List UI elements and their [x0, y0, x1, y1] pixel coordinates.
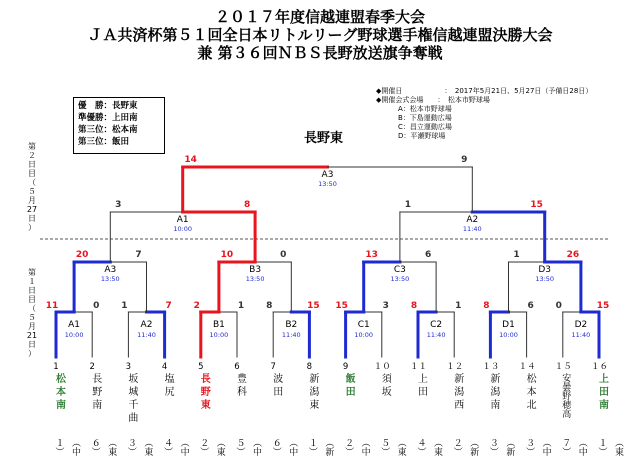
score-label: 2 — [193, 301, 200, 311]
match-time: 10:00 — [173, 225, 193, 233]
round-label-char: 日 — [28, 286, 36, 295]
team-district: （東６） — [89, 438, 117, 456]
team-entry — [193, 362, 225, 456]
match-label: A1 — [176, 215, 189, 225]
score-label: 9 — [461, 155, 468, 165]
round-label-char: 第 — [28, 142, 36, 151]
match-label: D1 — [502, 320, 515, 330]
round-label-char: ） — [28, 349, 36, 358]
score-label: 7 — [135, 250, 142, 260]
match-label: D2 — [574, 320, 588, 330]
team-entry — [482, 362, 515, 456]
round-label-char: ５ — [28, 313, 36, 322]
round-label-char: （ — [28, 304, 36, 313]
match-label: B1 — [212, 320, 225, 330]
score-label: 8 — [243, 200, 251, 210]
match-time: 10:00 — [499, 331, 518, 339]
round-label-char: ５ — [28, 187, 36, 196]
venue-c: C：昌立運動広場 — [398, 123, 452, 131]
match-label: A1 — [68, 320, 81, 330]
match-label: C1 — [357, 320, 370, 330]
match-label: B3 — [249, 265, 262, 275]
score-label: 3 — [115, 200, 122, 210]
title-line-3: 兼 第３６回ＮＢＳ長野放送旗争奪戦 — [197, 44, 443, 62]
score-label: 26 — [566, 250, 580, 260]
team-district: （東１） — [596, 438, 623, 456]
round-label-char: 27 — [26, 205, 38, 214]
score-label: 1 — [237, 301, 245, 311]
team-entry — [373, 362, 406, 456]
team-entry — [446, 362, 479, 456]
score-label: 11 — [45, 301, 59, 311]
round-label-char: 21 — [26, 331, 38, 340]
match-time: 10:00 — [354, 331, 374, 339]
team-district: （中１） — [53, 438, 80, 456]
match-time: 13:50 — [535, 275, 555, 283]
venue-a: A：松本市野球場 — [398, 105, 452, 113]
team-number: 9 — [342, 362, 349, 372]
info-date: ◆開催日 ： 2017年5月21日、5月27日（予備日28日） — [376, 87, 593, 95]
score-label: 15 — [530, 200, 543, 210]
team-entry — [591, 362, 623, 456]
round-label-char: 日 — [28, 214, 36, 223]
team-district: （東４） — [415, 438, 442, 456]
team-number: 7 — [270, 362, 276, 372]
team-entry — [48, 362, 80, 456]
team-name: 松本南 — [53, 373, 65, 412]
match-time: 11:40 — [281, 331, 301, 339]
score-label: 10 — [220, 250, 234, 260]
team-entry — [338, 362, 370, 456]
team-name: 長野東 — [198, 373, 210, 412]
score-label: 6 — [424, 250, 432, 260]
team-entry — [518, 362, 551, 456]
champion-name: 長野東 — [304, 131, 344, 146]
score-label: 3 — [382, 301, 389, 311]
team-entry — [554, 362, 587, 456]
round-label-char: 月 — [28, 196, 36, 205]
match-label: A3 — [321, 170, 334, 180]
team-name: 塩尻 — [162, 373, 174, 399]
match-time: 13:50 — [245, 275, 265, 283]
team-number: 5 — [198, 362, 204, 372]
team-district: （新３） — [487, 438, 515, 456]
team-number: 6 — [234, 362, 240, 372]
team-number: 8 — [306, 362, 313, 372]
team-name: 坂城千曲 — [125, 373, 137, 425]
match-label: A2 — [466, 215, 479, 225]
match-label: A3 — [104, 265, 117, 275]
team-number: 4 — [161, 362, 168, 372]
team-name: 新潟東 — [306, 373, 318, 412]
team-name: 松本北 — [524, 373, 536, 412]
team-number: １３ — [482, 362, 500, 372]
match-time: 13:50 — [318, 180, 337, 188]
team-district: （中５） — [234, 438, 261, 456]
venue-b: B：下島運動広場 — [398, 114, 452, 122]
result-row: 第三位：松本南 — [78, 125, 138, 135]
team-name: 上田 — [415, 373, 427, 399]
score-label: 14 — [184, 155, 197, 165]
round-label-char: 日 — [28, 160, 36, 169]
score-label: 8 — [266, 301, 273, 311]
team-entry — [157, 362, 189, 456]
info-venue: ◆開催会式会場 ： 松本市野球場 — [376, 96, 490, 104]
round-label-char: 第 — [28, 268, 36, 277]
team-number: 2 — [89, 362, 95, 372]
score-label: 0 — [555, 301, 562, 311]
team-number: １１ — [410, 362, 428, 372]
match-time: 11:40 — [571, 331, 591, 339]
team-district: （中４） — [162, 438, 189, 456]
score-label: 15 — [335, 301, 348, 311]
team-district: （中２） — [343, 438, 370, 456]
round-label-char: （ — [28, 178, 36, 187]
score-label: 15 — [596, 301, 610, 311]
round-label-char: 目 — [28, 169, 36, 178]
result-row: 第三位：飯田 — [78, 137, 130, 147]
score-label: 6 — [527, 301, 534, 311]
score-label: 20 — [75, 250, 89, 260]
match-time: 11:40 — [426, 331, 446, 339]
team-number: １５ — [554, 362, 572, 372]
score-label: 8 — [410, 301, 418, 311]
team-district: （中６） — [270, 438, 298, 456]
match-label: C3 — [393, 265, 406, 275]
match-label: B2 — [285, 320, 298, 330]
match-label: D3 — [538, 265, 552, 275]
match-time: 10:00 — [209, 331, 229, 339]
team-district: （中７） — [560, 438, 587, 456]
score-label: 15 — [307, 301, 320, 311]
team-district: （東５） — [379, 438, 406, 456]
team-name: 新潟南 — [487, 373, 499, 412]
team-number: 3 — [125, 362, 132, 372]
match-time: 11:40 — [137, 331, 156, 339]
score-label: 13 — [365, 250, 378, 260]
score-label: 0 — [93, 301, 100, 311]
team-entry — [120, 362, 153, 456]
team-entry — [265, 362, 298, 456]
match-time: 13:50 — [390, 275, 410, 283]
team-name: 飯田 — [343, 373, 355, 399]
score-label: 0 — [280, 250, 287, 260]
team-number: １６ — [591, 362, 609, 372]
team-name: 上田南 — [596, 373, 608, 412]
team-name: 長野南 — [89, 373, 101, 412]
match-time: 11:40 — [462, 225, 482, 233]
title-line-1: ２０１７年度信越連盟春季大会 — [214, 8, 425, 26]
score-label: 1 — [121, 301, 128, 311]
result-row: 準優勝：上田南 — [78, 113, 138, 123]
result-row: 優 勝：長野東 — [78, 101, 138, 111]
score-label: 8 — [483, 301, 490, 311]
team-district: （東３） — [125, 438, 153, 456]
round-label-char: ） — [28, 223, 36, 232]
team-number: 1 — [53, 362, 59, 372]
score-label: 1 — [455, 301, 462, 311]
team-number: １２ — [446, 362, 464, 372]
team-district: （新２） — [451, 438, 479, 456]
team-entry — [84, 362, 117, 456]
team-district: （東２） — [198, 438, 225, 456]
team-name: 新潟西 — [451, 373, 463, 412]
team-name: 安曇野穂高 — [560, 373, 571, 418]
round-label-char: １ — [28, 277, 36, 286]
round-label-char: 日 — [28, 340, 36, 349]
round-label-char: 月 — [28, 322, 36, 331]
team-entry — [229, 362, 261, 456]
team-name: 須坂 — [379, 373, 391, 399]
match-time: 10:00 — [64, 331, 84, 339]
team-name: 波田 — [270, 373, 282, 399]
team-number: １０ — [373, 362, 391, 372]
match-label: C2 — [430, 320, 443, 330]
team-district: （新１） — [306, 438, 334, 456]
team-name: 豊科 — [234, 373, 246, 399]
title-line-2: ＪＡ共済杯第５１回全日本リトルリーグ野球選手権信越連盟決勝大会 — [87, 26, 553, 44]
round-label-char: 目 — [28, 295, 36, 304]
round-label-char: ２ — [28, 151, 36, 160]
score-label: 1 — [513, 250, 520, 260]
venue-d: D：平瀬野球場 — [398, 132, 446, 140]
score-label: 7 — [165, 301, 172, 311]
team-entry — [410, 362, 442, 456]
match-label: A2 — [140, 320, 153, 330]
match-time: 13:50 — [100, 275, 120, 283]
team-number: １４ — [518, 362, 536, 372]
team-district: （中３） — [524, 438, 551, 456]
score-label: 1 — [404, 200, 412, 210]
team-entry — [301, 362, 334, 456]
